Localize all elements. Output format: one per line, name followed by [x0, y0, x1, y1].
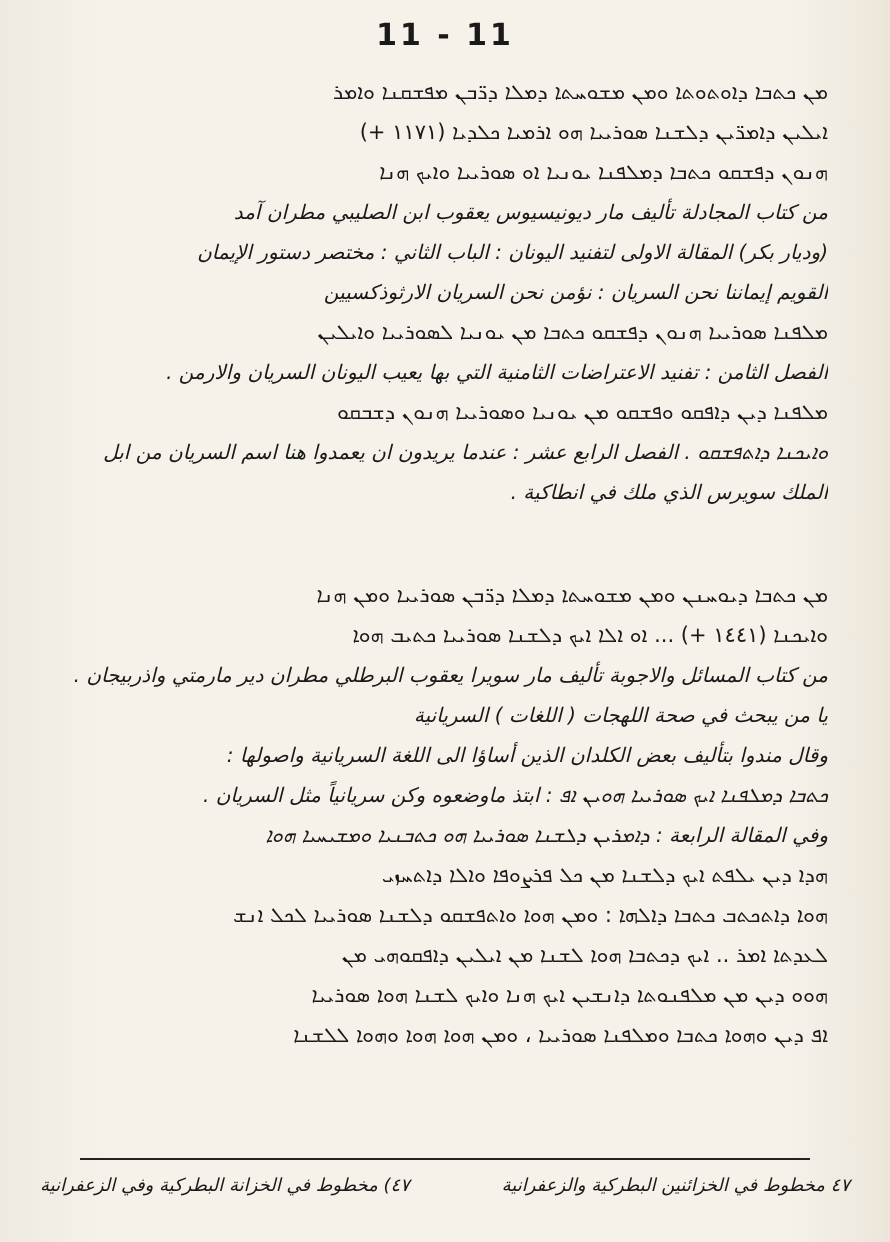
manuscript-line: يا من يبحث في صحة اللهجات ( اللغات ) السريانية: [413, 703, 828, 727]
manuscript-line: من كتاب المسائل والاجوبة تأليف مار سويرا يعقوب البرطلي مطران دير مارمتي واذربيجان .: [73, 663, 828, 687]
manuscript-line: وفي المقالة الرابعة : ܕܐܡܪܝܢ ܕܠܫܢܐ ܣܘܪܝܝܐ ܗܘ ܟܬܒܢܝܐ ܘܡܫܝܚܝܐ ܗܘܐ: [265, 823, 828, 847]
manuscript-line: ܗܕܐ ܕܝܢ ܝܠܦܬ ܐܝܟ ܕܠܫܢܐ ܡܢ ܟܠ ܦܪܨܘܦܐ ܘܐܠܐ ܕܐܬܚܙܝ: [381, 863, 828, 887]
manuscript-line: ܠܥܕܬܐ ܐܡܪ .. ܐܝܟ ܕܟܬܒܐ ܗܘܐ ܠܫܢܐ ܡܢ ܐܝܠܝܢ ܕܐܦܩܘܗܝ ܡܢ: [341, 943, 828, 967]
manuscript-line: الفصل الثامن : تفنيد الاعتراضات الثامنية التي بها يعيب اليونان السريان والارمن .: [166, 360, 828, 384]
manuscript-line: ܗܘܘ ܕܝܢ ܡܢ ܡܠܦܢܘܬܐ ܕܐܢܫܝܢ ܐܝܟ ܗܢܐ ܘܐܝܟ ܠܫܢܐ ܗܘܐ ܣܘܪܝܝܐ: [311, 983, 828, 1007]
manuscript-line: ܘܐܝܟܢܐ (١٤٤١ +) ... ܐܘ ܐܠܐ ܐܝܟ ܕܠܫܢܐ ܣܘܪܝܝܐ ܟܬܝܒ ܗܘܐ: [352, 623, 828, 647]
manuscript-line: وقال مندوا بتأليف بعض الكلدان الذين أساؤا الى اللغة السريانية واصولها :: [226, 743, 828, 767]
footnote-right: ٤٧ مخطوط في الخزائنين البطركية والزعفرانية: [501, 1175, 850, 1196]
text-block-first: [38, 72, 828, 512]
manuscript-line: القويم إيماننا نحن السريان : نؤمن نحن السريان الارثوذكسيين: [323, 280, 828, 304]
footnote-divider: [80, 1158, 810, 1160]
manuscript-line: ܟܬܒܐ ܕܡܠܦܢܐ ܐܝܟ ܣܘܪܝܝܐ ܗܘܝܢ ܐܦ : ابتذ ماوضعوه وكن سريانياً مثل السريان .: [203, 783, 828, 807]
manuscript-line: (وديار بكر) المقالة الاولى لتفنيد اليونان : الباب الثاني : مختصر دستور الإيمان: [197, 240, 828, 264]
footnote-left: ٤٧) مخطوط في الخزانة البطركية وفي الزعفرانية: [40, 1175, 410, 1196]
manuscript-line: ܗܘܐ ܕܐܬܟܬܒ ܟܬܒܐ ܕܐܠܗܐ : ܘܡܢ ܗܘܐ ܘܐܬܦܫܩܘ ܕܠܫܢܐ ܣܘܪܝܝܐ ܠܟܠ ܐܢܫ: [233, 903, 828, 927]
manuscript-line: ܗܢܘܢ ܕܦܫܩܘ ܟܬܒܐ ܕܡܠܦܢܐ ܝܘܢܝܐ ܐܘ ܣܘܪܝܝܐ ܘܐܝܟ ܗܢܐ: [379, 160, 828, 184]
manuscript-line: ܡܢ ܟܬܒܐ ܕܝܘܚܢܢ ܘܡܢ ܡܫܘܚܬܐ ܕܡܠܐ ܕܪ̈ܒܢ ܣܘܪܝܝܐ ܘܡܢ ܗܢܐ: [316, 583, 828, 607]
manuscript-line: ܘܐܝܟܢܐ ܕܐܬܦܫܩܘ . الفصل الرابع عشر : عندما يريدون ان يعمدوا هنا اسم السريان من ابل: [103, 440, 828, 464]
manuscript-line: ܡܠܦܢܐ ܕܝܢ ܕܐܦܩܘ ܘܦܫܩܘ ܡܢ ܝܘܢܝܐ ܘܣܘܪܝܝܐ ܗܢܘܢ ܕܫܒܩܘ: [337, 400, 828, 424]
manuscript-line: الملك سويرس الذي ملك في انطاكية .: [510, 480, 828, 504]
text-block-second: [38, 575, 828, 1055]
page-number: 11 - 11: [376, 18, 514, 53]
manuscript-line: ܐܝܠܝܢ ܕܐܡܪ̈ܝܢ ܕܠܫܢܐ ܣܘܪܝܝܐ ܗܘ ܐܪܡܝܐ ܟܠܕܝܐ (١١٧١ +): [359, 120, 828, 144]
manuscript-line: ܡܠܦܢܐ ܣܘܪܝܝܐ ܗܢܘܢ ܕܦܫܩܘ ܟܬܒܐ ܡܢ ܝܘܢܝܐ ܠܣܘܪܝܝܐ ܘܐܝܠܝܢ: [317, 320, 828, 344]
footnotes: [40, 1175, 850, 1196]
manuscript-line: من كتاب المجادلة تأليف مار ديونيسيوس يعقوب ابن الصليبي مطران آمد: [233, 200, 828, 224]
manuscript-line: ܐܦ ܕܝܢ ܘܗܘܐ ܟܬܒܐ ܘܡܠܦܢܐ ܣܘܪܝܝܐ ، ܘܡܢ ܗܘܐ ܗܘܐ ܘܗܘܐ ܠܠܫܢܐ: [293, 1023, 828, 1047]
manuscript-line: ܡܢ ܟܬܒܐ ܕܐܘܬܘܬܐ ܘܡܢ ܡܫܘܚܬܐ ܕܡܠܐ ܕܪ̈ܒܢ ܡܦܫܩܢܐ ܘܐܡܪ: [332, 80, 828, 104]
